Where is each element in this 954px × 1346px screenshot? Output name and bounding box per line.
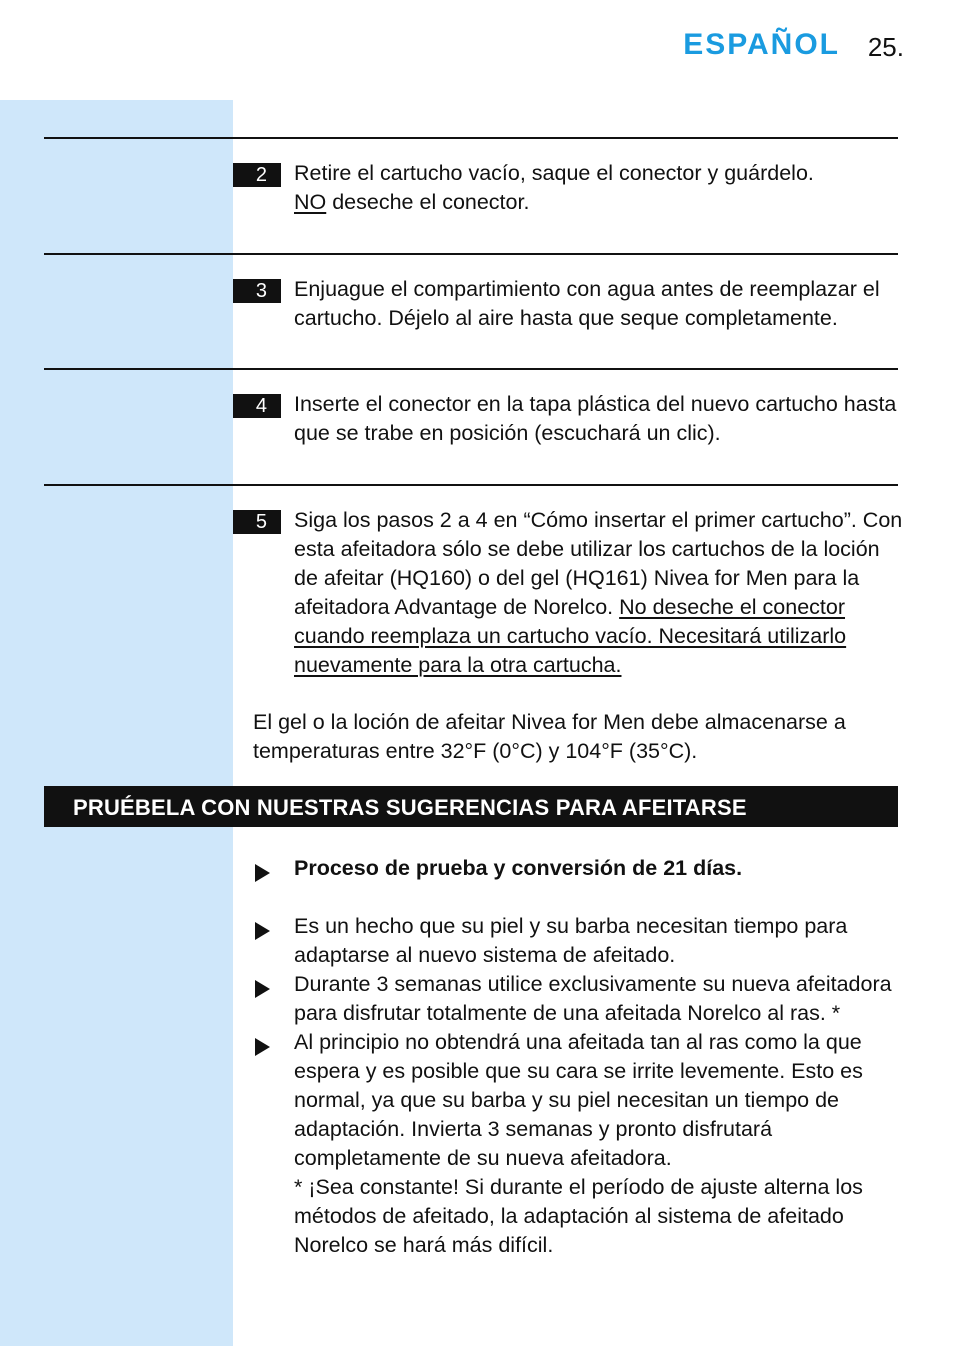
step-number: 5 [233, 510, 281, 534]
bullet-text: Es un hecho que su piel y su barba necesitan tiempo para adaptarse al nuevo sistema de afeitado. [294, 914, 848, 967]
triangle-bullet-icon [255, 922, 270, 940]
section-title: PRUÉBELA CON NUESTRAS SUGERENCIAS PARA AFEITARSE [44, 786, 898, 827]
step-text: Inserte el conector en la tapa plástica del nuevo cartucho hasta que se trabe en posición (escuchará un clic). [294, 392, 897, 445]
step-number: 2 [233, 163, 281, 187]
step-text [294, 159, 904, 217]
divider [44, 137, 898, 139]
storage-note: El gel o la loción de afeitar Nivea for Men debe almacenarse a temperaturas entre 32°F (0°C) y 104°F (35°C). [253, 710, 846, 763]
step-warning: No deseche el conector cuando reemplaza un cartucho vacío. Necesitará utilizarlo nuevamente para la otra cartucha. [294, 595, 847, 677]
bullet-text: Durante 3 semanas utilice exclusivamente su nueva afeitadora para disfrutar totalmente de una afeitada Norelco al ras. * [294, 972, 892, 1025]
sidebar-panel [0, 100, 233, 1346]
triangle-bullet-icon [255, 1038, 270, 1056]
divider [44, 368, 898, 370]
step-text [294, 506, 904, 680]
step-line: deseche el conector. [326, 190, 530, 214]
divider [44, 253, 898, 255]
triangle-bullet-icon [255, 980, 270, 998]
bullet-text [294, 1028, 904, 1260]
footnote: * ¡Sea constante! Si durante el período de ajuste alterna los métodos de afeitado, la adaptación al sistema de afeitado Norelco se hará más difícil. [294, 1175, 863, 1257]
step-number: 4 [233, 394, 281, 418]
step-line: Retire el cartucho vacío, saque el conector y guárdelo. [294, 161, 814, 185]
page-number: 25. [867, 32, 904, 62]
divider [44, 484, 898, 486]
bullet-body: Al principio no obtendrá una afeitada tan al ras como la que espera y es posible que su cara se irrite levemente. Esto es normal, ya que su barba y su piel necesitan un tiempo de adaptación. Invierta 3 semanas y pronto disfrutará completamente de su nueva afeitadora. [294, 1030, 863, 1170]
step-number: 3 [233, 279, 281, 303]
emphasis-no: NO [294, 190, 327, 214]
bullet-text: Proceso de prueba y conversión de 21 días. [294, 856, 743, 880]
step-body: Siga los pasos 2 a 4 en “Cómo insertar el primer cartucho”. Con esta afeitadora sólo se debe utilizar los cartuchos de la loción de afeitar (HQ160) o del gel (HQ161) Nivea for Men para la afeitadora Advantage de Norelco. [294, 508, 903, 619]
triangle-bullet-icon [255, 864, 270, 882]
step-text: Enjuague el compartimiento con agua antes de reemplazar el cartucho. Déjelo al aire hasta que seque completamente. [294, 277, 880, 330]
language-heading: ESPAÑOL [683, 28, 840, 61]
